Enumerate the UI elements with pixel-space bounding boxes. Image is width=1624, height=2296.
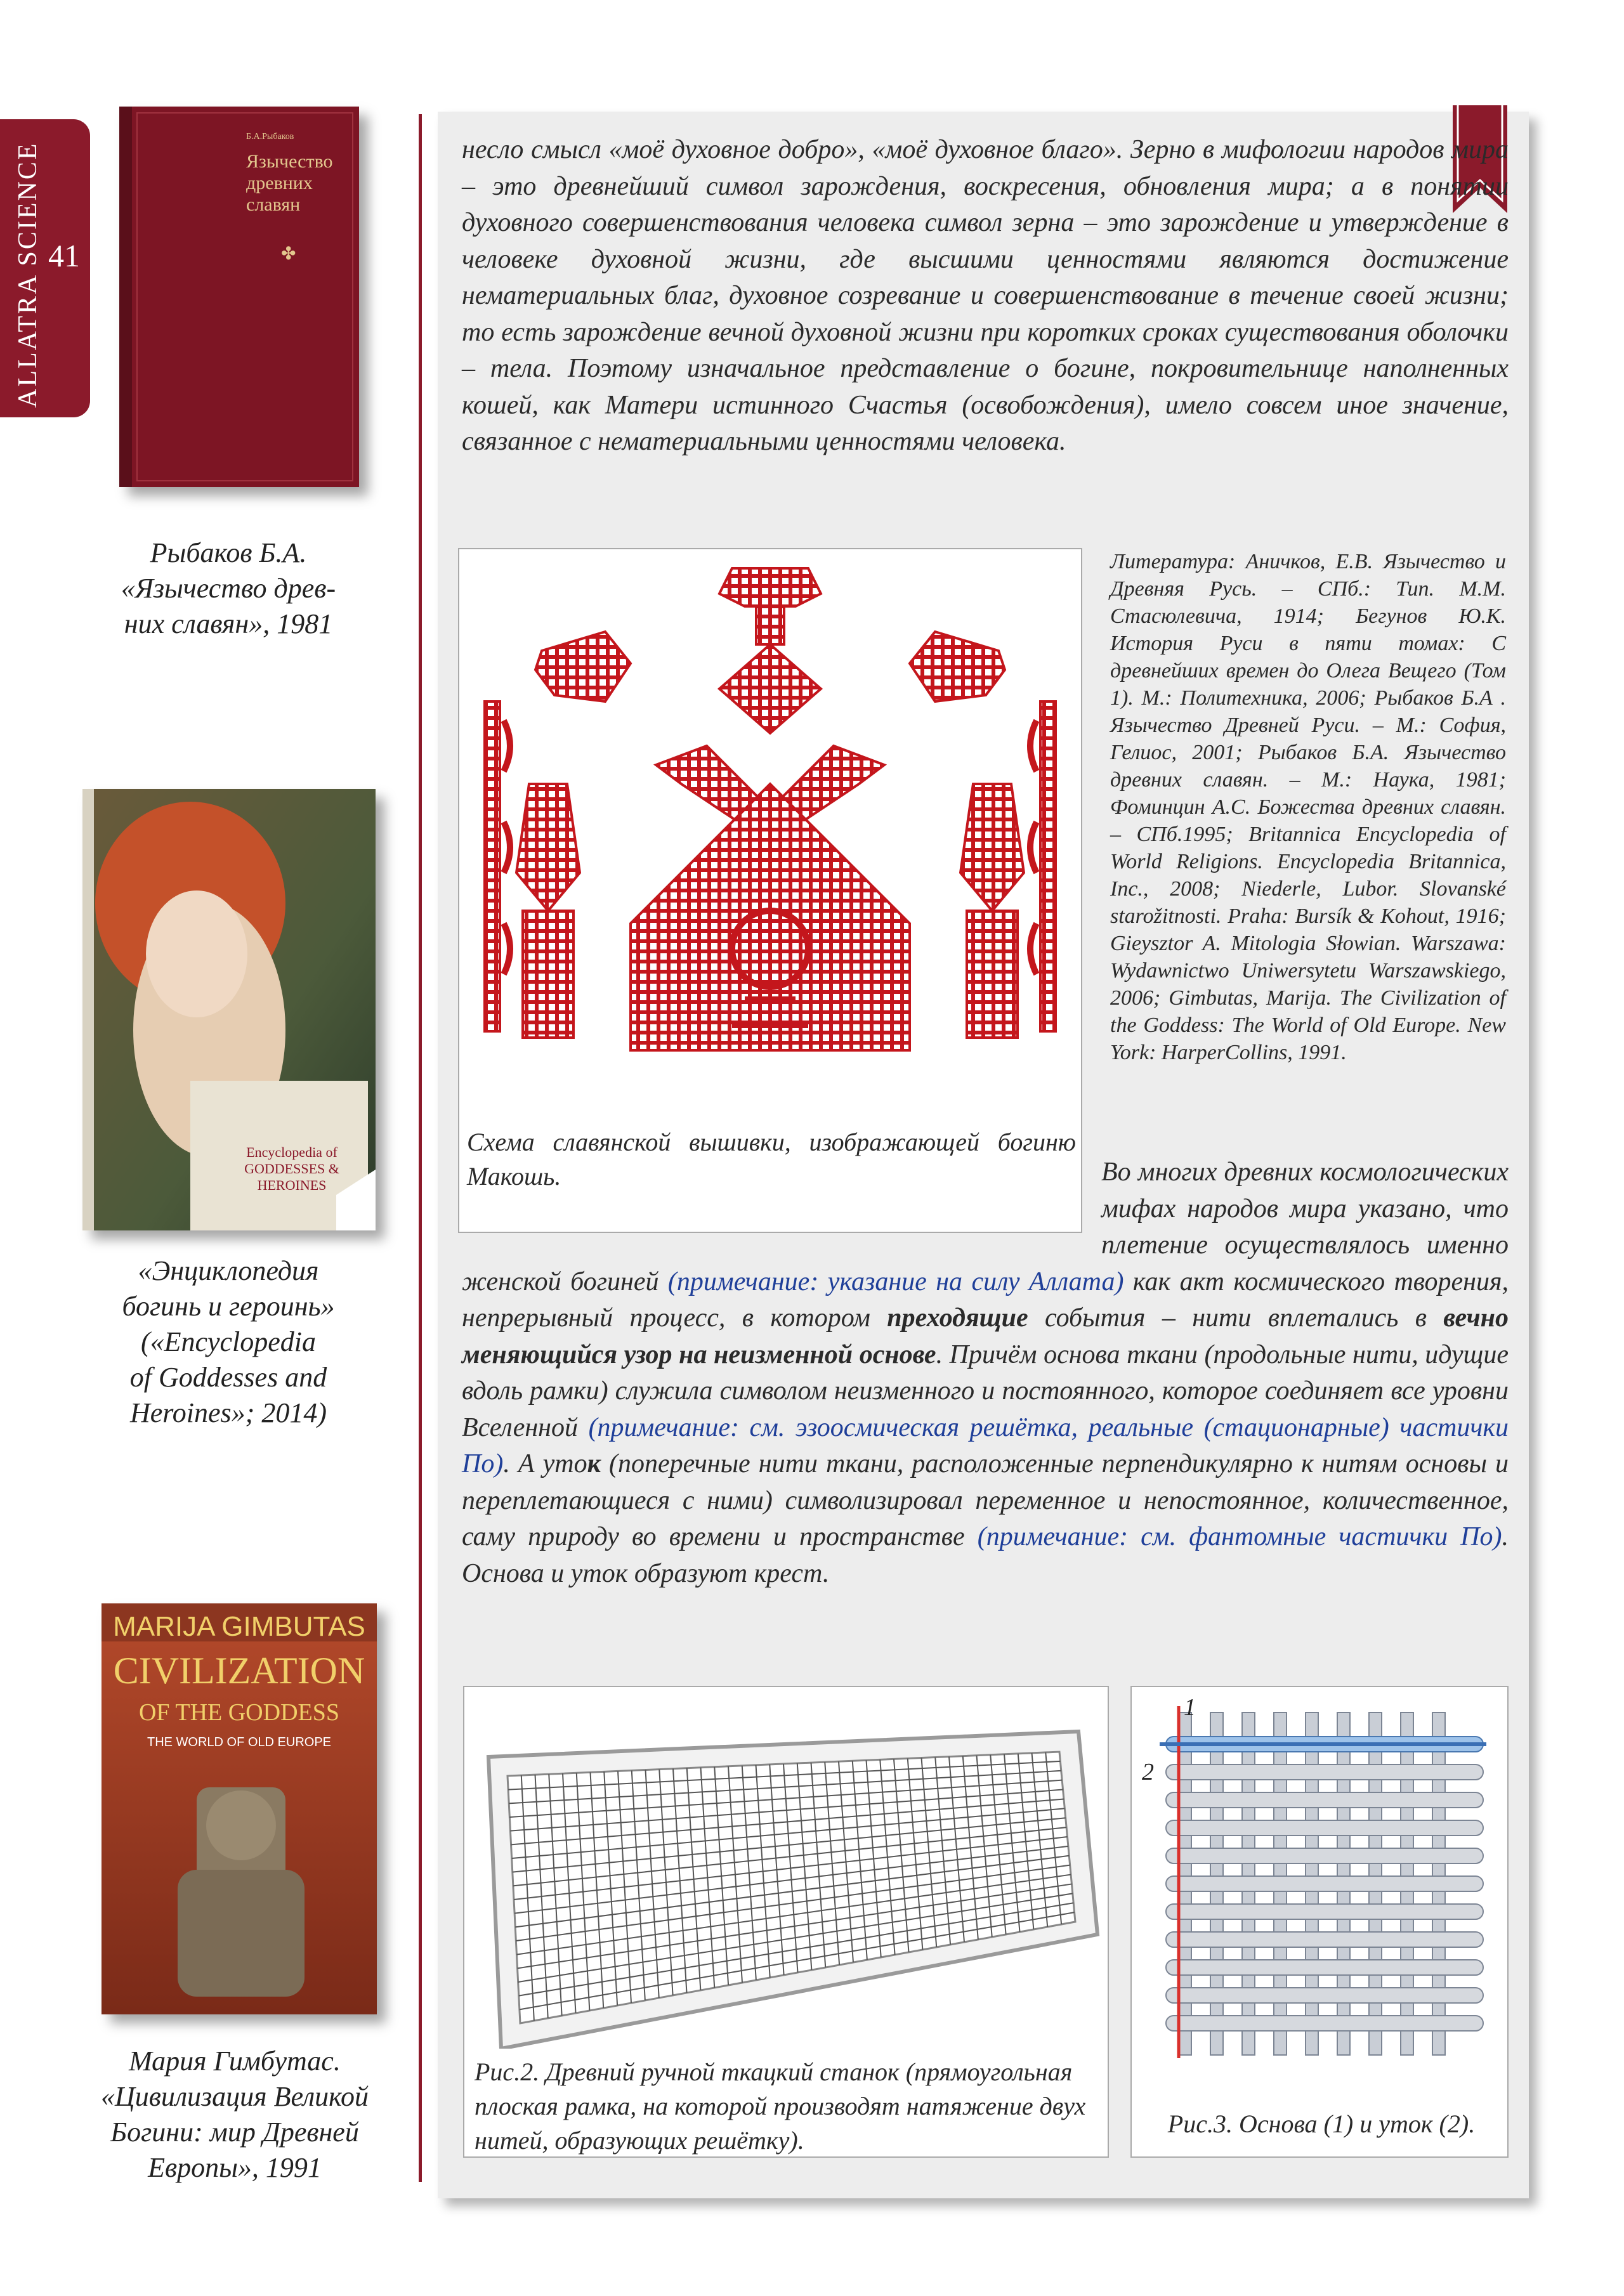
encyclopedia-cover-title: Encyclopedia of GODDESSES & HEROINES	[244, 1144, 339, 1193]
weft-thread	[1166, 1848, 1483, 1863]
caption-rybakov	[76, 535, 381, 642]
bold-span: преходящие	[887, 1303, 1028, 1333]
caption-line: «Энциклопедия	[138, 1255, 319, 1286]
weft-thread	[1166, 1764, 1483, 1780]
weft-thread	[1166, 2016, 1483, 2031]
weave-figure	[1130, 1686, 1509, 2158]
book-cover-rybakov	[119, 107, 359, 487]
bold-span: вечно меняющийся узор на неизменной основе	[462, 1303, 1509, 1369]
makosh-embroidery-image	[466, 556, 1075, 1101]
caption-line: «Цивилизация Великой	[100, 2081, 369, 2112]
loom-caption: Рис.2. Древний ручной ткацкий станок (прямоугольная плоская рамка, на которой производят натяжение двух нитей, образующих решётку).	[475, 2058, 1086, 2155]
warp-weft-diagram	[1141, 1693, 1496, 2061]
text-span: (поперечные нити ткани, расположенные перпендикулярно к нитям основы и переплетающиеся с ними) символизировал переменное и непостоянное, количественное, саму природу во времени и пространстве	[462, 1449, 1509, 1551]
text-span: как акт космического творения, непрерывный процесс, в котором	[462, 1267, 1509, 1333]
weft-thread	[1166, 1876, 1483, 1891]
caption-line: «Язычество древ-	[121, 573, 336, 604]
paragraph-intro: несло смысл «моё духовное добро», «моё духовное благо». Зерно в мифологии народов мира – это древнейший символ зарождения, воскресения, обновления мира; а в понятии духовного совершенствования человека символ зерна – это зарождение и утверждение в человеке духовной жизни, где высшими ценностями являются достижение нематериальных благ, духовное созревание и совершенствование в течение своей жизни; то есть зарождение вечной духовной жизни при коротких сроках существования оболочки – тела. Поэтому изначальное представление о богине, покровительнице наполненных кошей, как Матери истинного Счастья (освобождения), имело совсем иное значение, связанное с нематериальными ценностями человека.	[462, 135, 1509, 456]
weft-thread	[1166, 1792, 1483, 1808]
caption-line: («Encyclopedia	[140, 1326, 317, 1357]
text-span: . Причём основа ткани (продольные нити, идущие вдоль рамки) служила символом неизменного и постоянного, которое соединяет все уровни Вселенной	[462, 1340, 1509, 1442]
caption-line: Богини: мир Древней	[110, 2117, 359, 2148]
caption-line: Heroines»; 2014)	[130, 1397, 327, 1428]
caption-line: Рыбаков Б.А.	[150, 537, 307, 568]
caption-line: Европы», 1991	[148, 2152, 322, 2183]
gimbutas-cover-subtitle: OF THE GODDESS	[138, 1699, 339, 1726]
embroidery-caption: Схема славянской вышивки, изображающей богиню Макошь.	[467, 1128, 1076, 1190]
caption-line: богинь и героинь»	[122, 1291, 335, 1322]
book-cover-gimbutas	[102, 1603, 377, 2014]
note-span: (примечание: см. фантомные частички По)	[977, 1522, 1502, 1551]
rybakov-cover-title: Язычество древних славян	[246, 151, 333, 215]
caption-encyclopedia	[70, 1253, 387, 1431]
weave-caption: Рис.3. Основа (1) и уток (2).	[1167, 2110, 1476, 2138]
caption-line: них славян», 1981	[124, 608, 333, 639]
text-span: . А уто	[503, 1449, 587, 1478]
caption-gimbutas	[63, 2044, 406, 2186]
paragraph-weaving-inset	[462, 1154, 1101, 1262]
text-span: Во многих древних космологических мифах народов мира указано, что плетение осуществлялось именно женской богиней	[462, 1158, 1509, 1296]
gimbutas-cover-author: MARIJA GIMBUTAS	[113, 1611, 365, 1642]
weft-thread	[1166, 1820, 1483, 1836]
page-number: 41	[48, 238, 80, 273]
bold-span: к	[587, 1449, 601, 1478]
text-span: . Основа и уток образуют крест.	[462, 1522, 1509, 1588]
weft-thread	[1166, 1960, 1483, 1975]
side-tab-label: ALLATRA SCIENCE	[13, 141, 43, 408]
note-span: (примечание: см. эзоосмическая решётка, реальные (стационарные) частички По)	[462, 1412, 1509, 1478]
loom-frame-image	[469, 1693, 1104, 2049]
paragraph-weaving	[462, 1154, 1509, 1592]
literature-references: Литература: Аничков, Е.В. Язычество и Древняя Русь. – СПб.: Тип. М.М. Стасюлевича, 1914; Бегунов Ю.К. История Руси в пяти томах: С древнейших времен до Олега Вещего (Том 1). М.: Политехника, 2006; Рыбаков Б.А . Язычество Древней Руси. – М.: София, Гелиос, 2001; Рыбаков Б.А. Язычество древних славян. – М.: Наука, 1981; Фоминцин А.С. Божества древних славян. – СПб.1995; Britannica Encyclopedia of World Religions. Encyclopedia Britannica, Inc., 2008; Niederle, Lubor. Slovanské starožitnosti. Praha: Bursík & Kohout, 1916; Gieysztor A. Mitologia Słowian. Warszawa: Wydawnictwo Uniwersytetu Warszawskiego, 2006; Gimbutas, Marija. The Civilization of the Goddess: The World of Old Europe. New York: HarperCollins, 1991.	[1110, 550, 1506, 1064]
weft-thread	[1166, 1904, 1483, 1919]
weft-thread	[1166, 1988, 1483, 2003]
vertical-divider	[419, 114, 422, 2182]
rybakov-cover-ornament: ✤	[281, 244, 296, 264]
embroidery-figure	[458, 548, 1082, 1233]
book-cover-encyclopedia	[82, 789, 376, 1230]
caption-line: Мария Гимбутас.	[129, 2045, 341, 2077]
rybakov-cover-author: Б.А.Рыбаков	[246, 132, 294, 141]
weft-label: 2	[1142, 1759, 1154, 1785]
gimbutas-cover-subtitle2: THE WORLD OF OLD EUROPE	[147, 1735, 332, 1749]
caption-line: of Goddesses and	[129, 1362, 327, 1393]
warp-label: 1	[1184, 1694, 1196, 1721]
gimbutas-cover-title: CIVILIZATION	[113, 1650, 365, 1692]
weft-thread	[1166, 1932, 1483, 1947]
note-span: (примечание: указание на силу Аллата)	[667, 1267, 1124, 1296]
text-span: события – нити вплетались в	[1028, 1303, 1444, 1333]
side-tab	[0, 119, 90, 417]
loom-figure	[463, 1686, 1109, 2158]
